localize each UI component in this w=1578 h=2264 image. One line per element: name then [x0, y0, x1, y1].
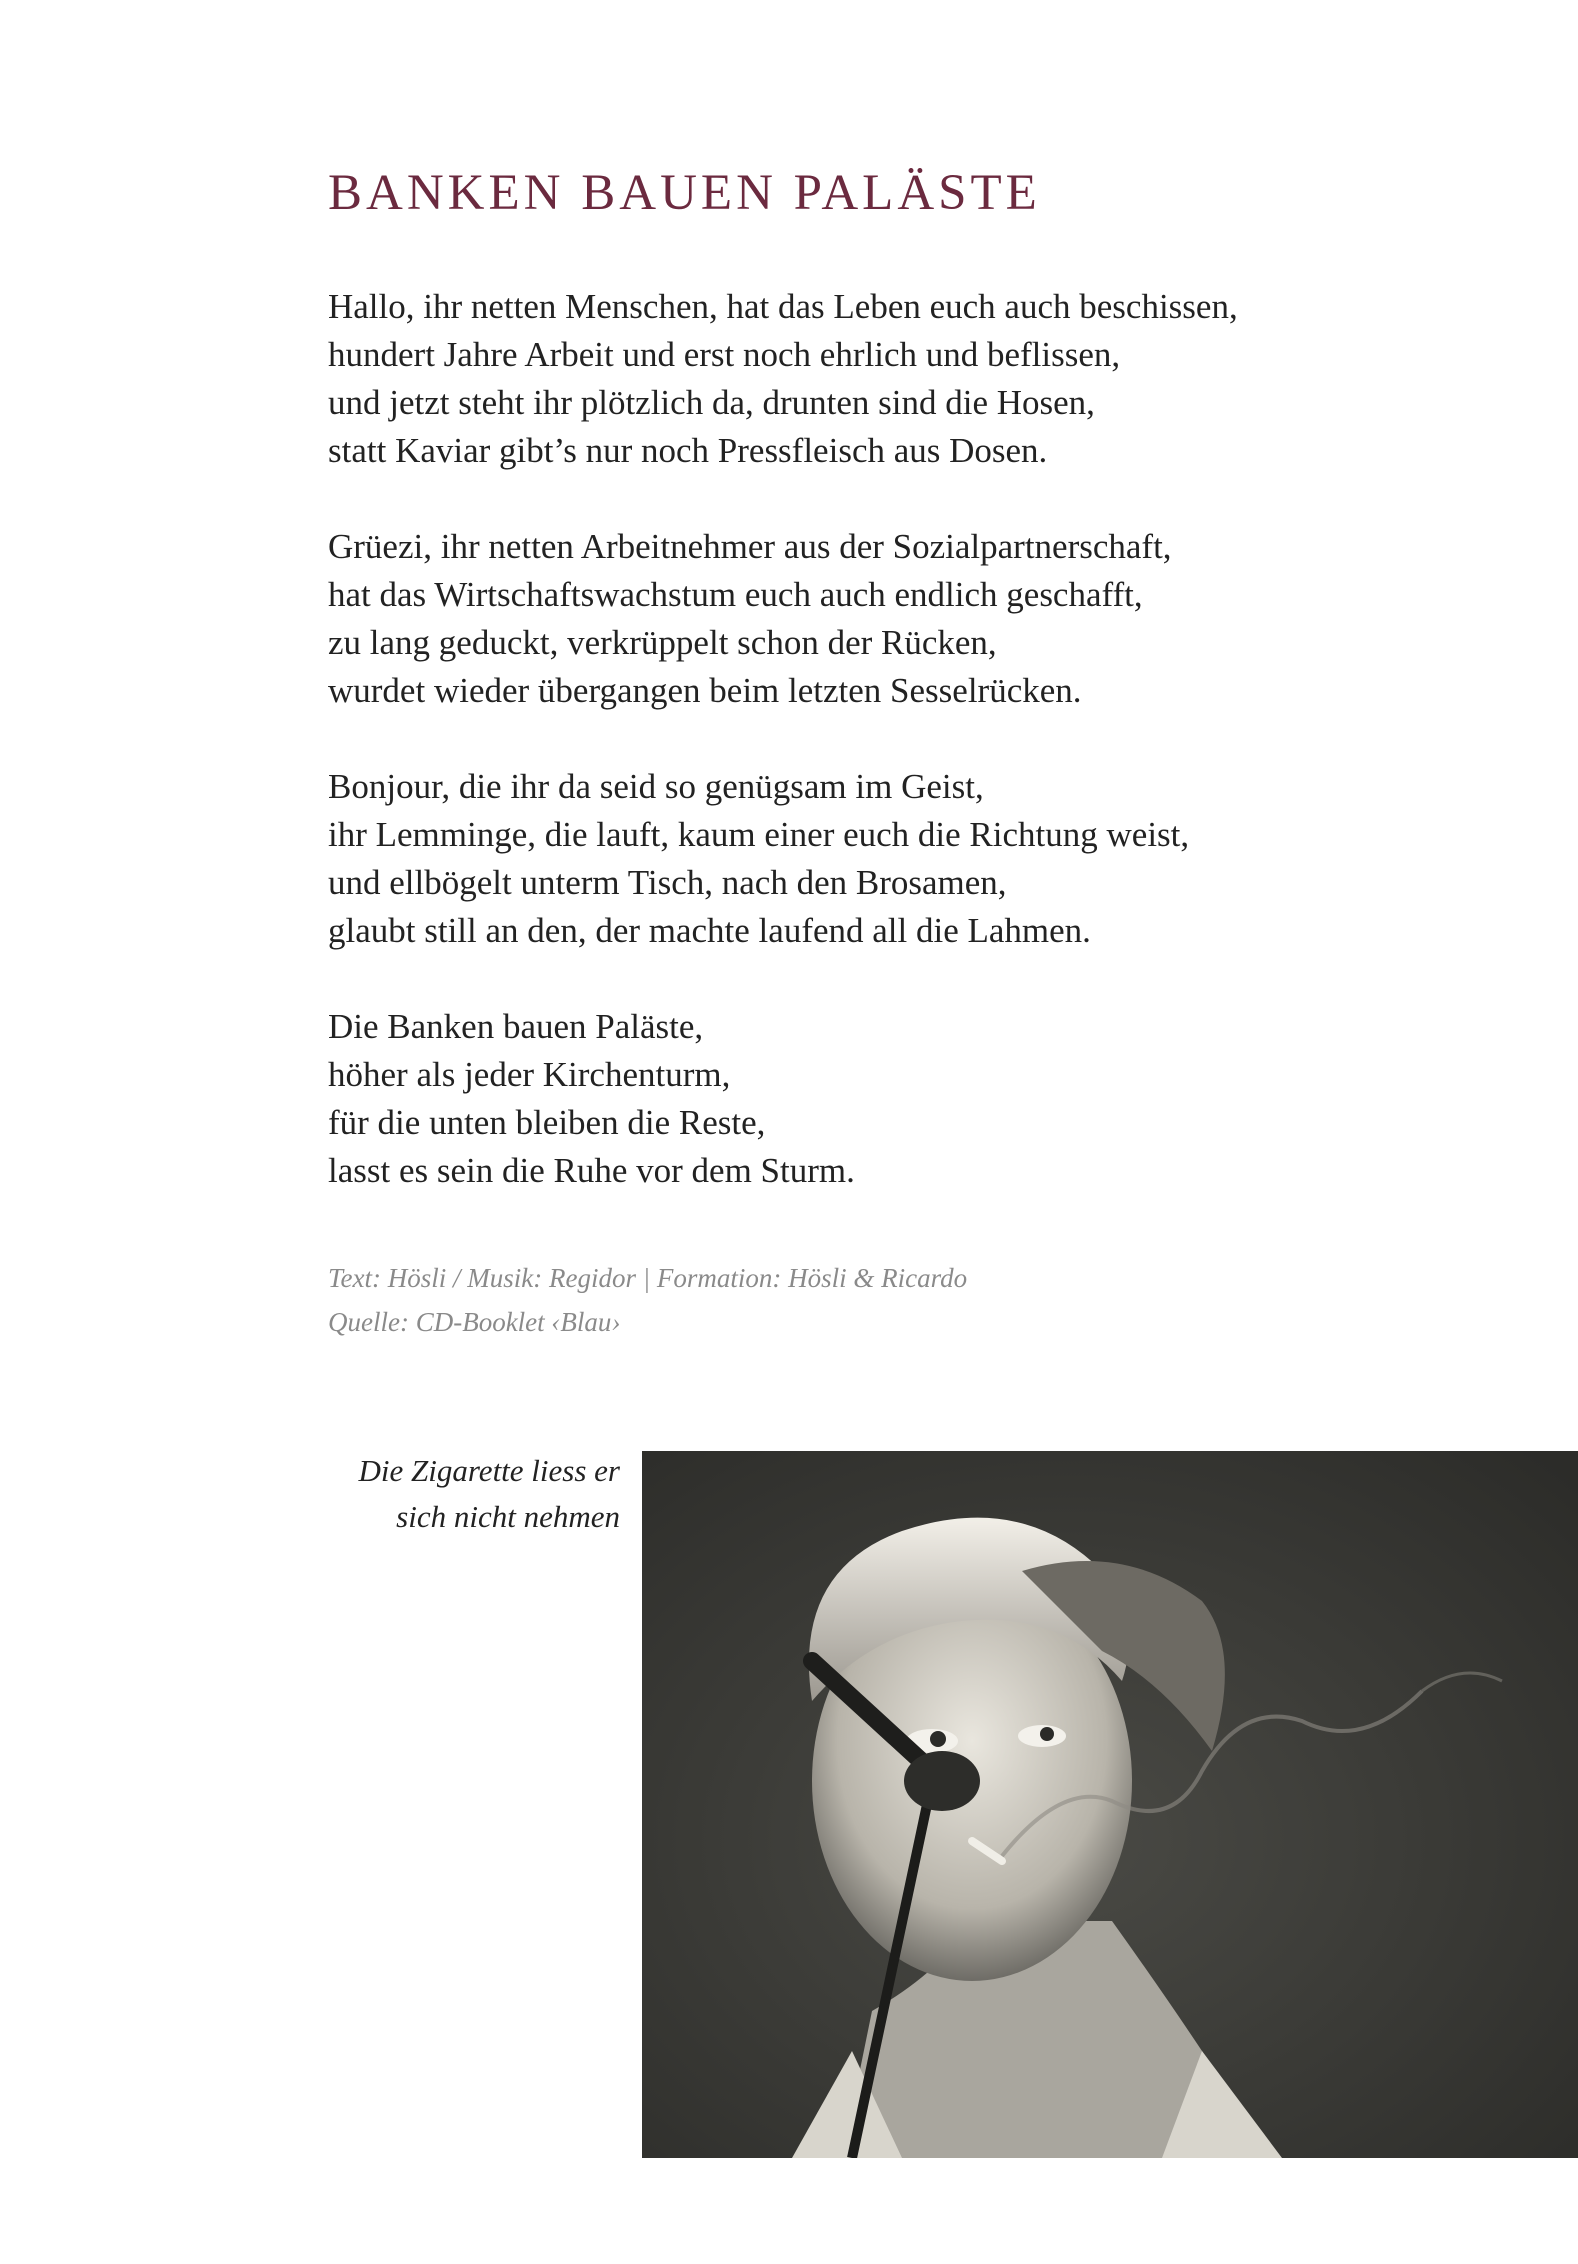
lyric-line: höher als jeder Kirchenturm, [328, 1055, 731, 1094]
lyric-line: für die unten bleiben die Reste, [328, 1103, 766, 1142]
lyric-line: Die Banken bauen Paläste, [328, 1007, 704, 1046]
lyric-line: wurdet wieder übergangen beim letzten Sesselrücken. [328, 671, 1082, 710]
lyric-line: ihr Lemminge, die lauft, kaum einer euch die Richtung weist, [328, 815, 1190, 854]
lyric-line: Bonjour, die ihr da seid so genügsam im Geist, [328, 767, 984, 806]
stanza-2 [328, 523, 1448, 715]
singer-photo-illustration [642, 1451, 1578, 2158]
singer-photo [642, 1451, 1578, 2158]
caption-line: sich nicht nehmen [396, 1499, 620, 1534]
stanza-1 [328, 283, 1448, 475]
lyric-line: Hallo, ihr netten Menschen, hat das Leben euch auch beschissen, [328, 287, 1238, 326]
lyric-line: und jetzt steht ihr plötzlich da, drunten sind die Hosen, [328, 383, 1095, 422]
lyric-line: statt Kaviar gibt’s nur noch Pressfleisch aus Dosen. [328, 431, 1048, 470]
lyric-line: und ellbögelt unterm Tisch, nach den Brosamen, [328, 863, 1007, 902]
credits-authors: Text: Hösli / Musik: Regidor | Formation: Hösli & Ricardo [328, 1263, 968, 1293]
caption-line: Die Zigarette liess er [358, 1453, 620, 1488]
photo-caption [359, 1448, 620, 1540]
chorus [328, 1003, 1448, 1195]
lyric-line: lasst es sein die Ruhe vor dem Sturm. [328, 1151, 855, 1190]
lyric-line: hat das Wirtschaftswachstum euch auch endlich geschafft, [328, 575, 1143, 614]
page-title: BANKEN BAUEN PALÄSTE [328, 165, 1041, 221]
lyric-line: hundert Jahre Arbeit und erst noch ehrlich und beflissen, [328, 335, 1121, 374]
song-credits [328, 1256, 967, 1344]
lyric-line: zu lang geduckt, verkrüppelt schon der Rücken, [328, 623, 997, 662]
stanza-3 [328, 763, 1448, 955]
lyric-line: Grüezi, ihr netten Arbeitnehmer aus der Sozialpartnerschaft, [328, 527, 1172, 566]
lyric-line: glaubt still an den, der machte laufend all die Lahmen. [328, 911, 1091, 950]
lyrics [328, 283, 1448, 1243]
credits-source: Quelle: CD-Booklet ‹Blau› [328, 1307, 621, 1337]
